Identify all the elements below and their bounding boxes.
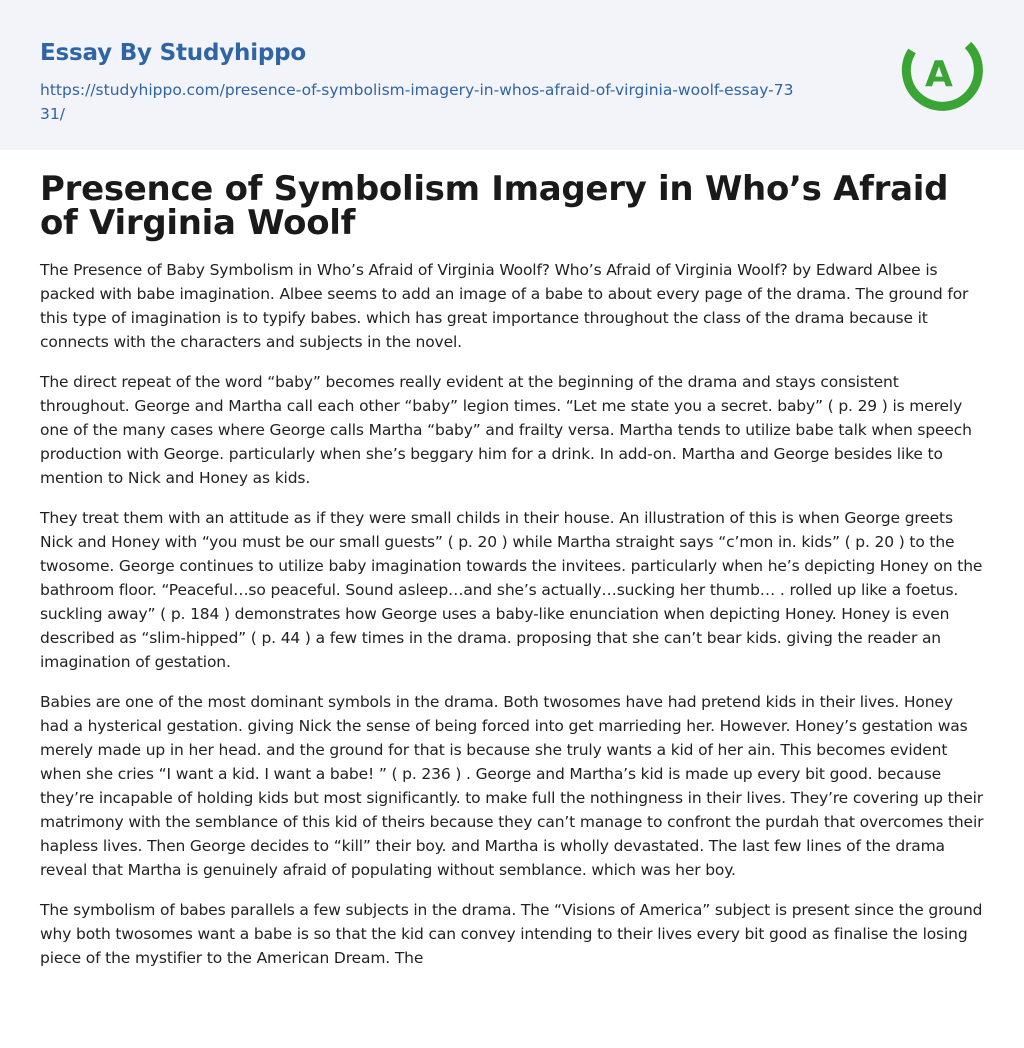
article-paragraph: Babies are one of the most dominant symbols in the drama. Both twosomes have had pretend kids in their lives. Honey had a hysterical gestation. giving Nick the sense of being forced into get marrieding her. However. Honey’s gestation was merely made up in her head. and the ground for that is because she truly wants a kid of her ain. This becomes evident when she cries “I want a kid. I want a babe! ” ( p. 236 ) . George and Martha’s kid is made up every bit good. because they’re incapable of holding kids but most significantly. to make full the nothingness in their lives. They’re covering up their matrimony with the semblance of this kid of theirs because they can’t manage to confront the purdah that overcomes their hapless lives. Then George decides to “kill” their boy. and Martha is wholly devastated. The last few lines of the drama reveal that Martha is genuinely afraid of populating without semblance. which was her boy. [40,693,984,879]
essay-url-link[interactable]: https://studyhippo.com/presence-of-symbolism-imagery-in-whos-afraid-of-virginia-woolf-essay-7331/ [40,81,794,123]
site-brand: Essay By Studyhippo [40,40,307,66]
article-paragraph: They treat them with an attitude as if they were small childs in their house. An illustration of this is when George greets Nick and Honey with “you must be our small guests” ( p. 20 ) while Martha straight says “c’mon in. kids” ( p. 20 ) to the twosome. George continues to utilize baby imagination towards the invitees. particularly when he’s depicting Honey on the bathroom floor. “Peaceful…so peaceful. Sound asleep…and she’s actually…sucking her thumb… . rolled up like a foetus. suckling away” ( p. 184 ) demonstrates how George uses a baby-like enunciation when depicting Honey. Honey is even described as “slim-hipped” ( p. 44 ) a few times in the drama. proposing that she can’t bear kids. giving the reader an imagination of gestation. [40,509,983,671]
article [0,169,1024,970]
logo-letter: A [925,54,953,95]
article-paragraph: The symbolism of babes parallels a few subjects in the drama. The “Visions of America” subject is present since the ground why both twosomes want a babe is so that the kid can convey intending to their lives every bit good as finalise the losing piece of the mystifier to the American Dream. The [40,901,983,967]
article-paragraph: The Presence of Baby Symbolism in Who’s Afraid of Virginia Woolf? Who’s Afraid of Virginia Woolf? by Edward Albee is packed with babe imagination. Albee seems to add an image of a babe to about every page of the drama. The ground for this type of imagination is to typify babes. which has great importance throughout the class of the drama because it connects with the characters and subjects in the novel. [40,261,969,351]
article-paragraph: The direct repeat of the word “baby” becomes really evident at the beginning of the drama and stays consistent throughout. George and Martha call each other “baby” legion times. “Let me state you a secret. baby” ( p. 29 ) is merely one of the many cases where George calls Martha “baby” and frailty versa. Martha tends to utilize babe talk when speech production with George. particularly when she’s beggary him for a drink. In add-on. Martha and George besides like to mention to Nick and Honey as kids. [40,373,972,487]
site-header [0,0,1024,150]
studyhippo-logo-icon[interactable] [898,29,984,115]
article-title: Presence of Symbolism Imagery in Who’s Afraid of Virginia Woolf [40,169,949,243]
